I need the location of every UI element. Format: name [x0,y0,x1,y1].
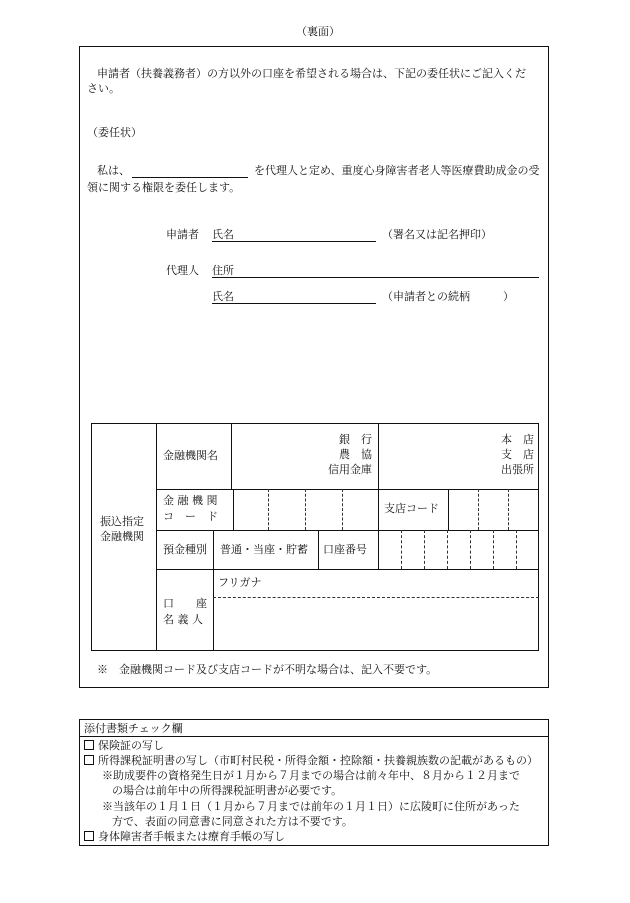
proxy-line1-suffix: を代理人と定め、重度心身障害者老人等医療費助成金の受 [254,164,540,177]
proxy-line1-prefix: 私は、 [97,164,130,177]
deposit-type-label: 預金種別 [163,543,207,556]
institution-code-label-1: 金 融 機 関 [163,494,218,507]
agent-name-field[interactable] [212,303,376,304]
intro-text-line2: さい。 [87,82,120,95]
income-note1-line2: の場合は前年中の所得課税証明書が必要です。 [112,784,343,797]
proxy-heading: （委任状） [87,126,142,139]
institution-type-coop[interactable]: 農 協 [339,448,372,461]
checklist-title: 添付書類チェック欄 [84,722,183,735]
applicant-name-field[interactable] [212,241,376,242]
branch-type-main[interactable]: 本 店 [501,433,534,446]
checklist-item-insurance[interactable] [84,739,164,753]
bank-code-footnote: ※ 金融機関コード及び支店コードが不明な場合は、記入不要です。 [97,663,438,676]
institution-name-label: 金融機関名 [163,449,218,462]
branch-type-branch[interactable]: 支 店 [501,448,534,461]
page-side-label: （裏面） [296,25,340,38]
account-holder-label-2: 名 義 人 [163,613,203,626]
agent-label: 代理人 [166,264,199,277]
branch-type-office[interactable]: 出張所 [501,463,534,476]
checklist-item-handbook[interactable] [84,830,285,844]
proxy-line2: 領に関する権限を委任します。 [87,181,241,194]
institution-code-label-2: コ ー ド [163,510,218,523]
income-note2-line2: 方で、表面の同意書に同意された方は不要です。 [112,815,353,828]
account-number-label: 口座番号 [323,543,367,556]
branch-code-label: 支店コード [384,502,439,515]
checklist-item-handbook-label: 身体障害者手帳または療育手帳の写し [98,830,285,843]
agent-address-label: 住所 [212,264,234,277]
applicant-label: 申請者 [166,228,199,241]
institution-type-bank[interactable]: 銀 行 [339,433,372,446]
checkbox-icon[interactable] [84,755,94,765]
income-note2-line1: ※当該年の１月１日（１月から７月までは前年の１月１日）に広陵町に住所があった [102,800,520,813]
checkbox-icon[interactable] [84,831,94,841]
intro-text-line1: 申請者（扶養義務者）の方以外の口座を希望される場合は、下記の委任状にご記入くだ [97,67,526,80]
relation-note: （申請者との続柄 ） [382,290,514,303]
checklist-item-income-label: 所得課税証明書の写し（市町村民税・所得金額・控除額・扶養親族数の記載があるもの） [98,754,538,767]
furigana-label: フリガナ [218,576,262,589]
bank-section-label-1: 振込指定 [100,515,144,528]
signature-note: （署名又は記名押印） [382,228,492,241]
agent-name-label: 氏名 [212,290,234,303]
institution-type-credit[interactable]: 信用金庫 [328,463,372,476]
checkbox-icon[interactable] [84,740,94,750]
account-holder-label-1: 口 座 [163,597,207,610]
agent-address-field[interactable] [212,277,539,278]
deposit-type-options[interactable]: 普通・当座・貯蓄 [220,543,308,556]
income-note1-line1: ※助成要件の資格発生日が１月から７月までの場合は前々年中、８月から１２月まで [102,769,520,782]
agent-name-blank[interactable] [132,177,248,178]
checklist-item-insurance-label: 保険証の写し [98,739,164,752]
checklist-item-income[interactable] [84,754,538,768]
applicant-name-label: 氏名 [212,228,234,241]
bank-section-label-2: 金融機関 [100,530,144,543]
